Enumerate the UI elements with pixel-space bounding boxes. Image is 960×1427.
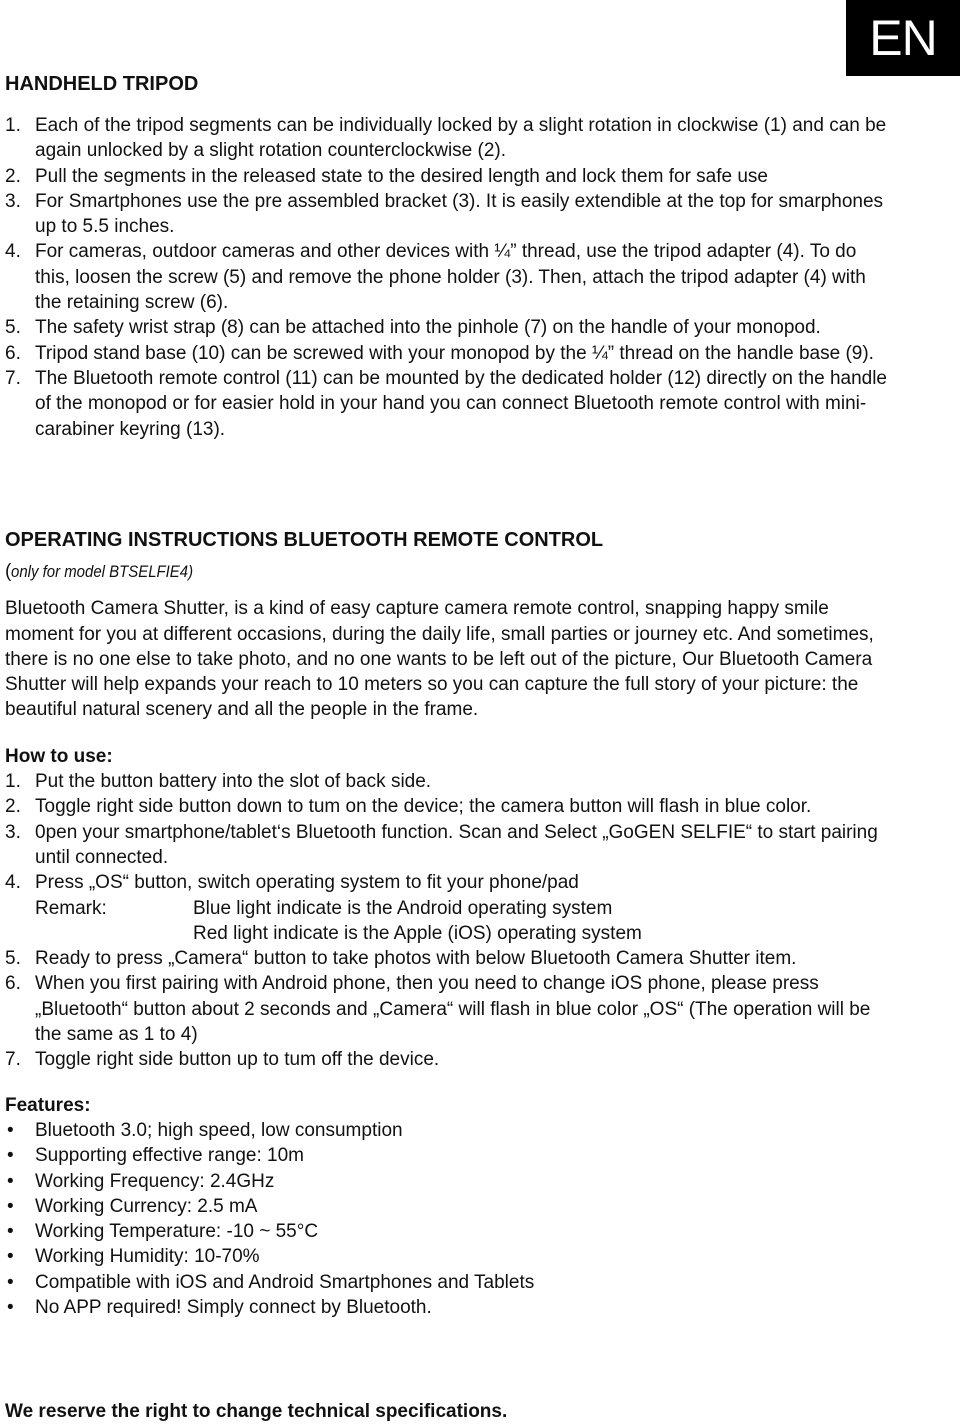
step-number: 3. xyxy=(5,190,21,212)
step-text: Toggle right side button down to tum on the device; the camera button will flash in blue color. xyxy=(35,796,812,818)
list-item xyxy=(5,794,890,819)
list-item xyxy=(5,164,890,189)
step-text: Toggle right side button up to tum off the device. xyxy=(35,1049,440,1071)
list-item xyxy=(5,870,890,946)
footer-note: We reserve the right to change technical specifications. xyxy=(5,1401,508,1422)
step-text: Tripod stand base (10) can be screwed with your monopod by the ¼” thread on the handle base (9). xyxy=(35,342,874,364)
feature-text: Bluetooth 3.0; high speed, low consumption xyxy=(35,1119,403,1141)
bullet-icon: • xyxy=(7,1297,14,1319)
remark-lines xyxy=(193,896,642,947)
step-text: The Bluetooth remote control (11) can be mounted by the dedicated holder (12) directly on the handle of the monopod or for easier hold in your hand you can connect Bluetooth remote control with mini-carabiner keyring (13). xyxy=(35,367,888,440)
list-item xyxy=(5,113,890,164)
list-item xyxy=(5,1270,890,1295)
step-number: 1. xyxy=(5,771,21,793)
list-item xyxy=(5,1219,890,1244)
step-number: 4. xyxy=(5,241,21,263)
step-number: 7. xyxy=(5,367,21,389)
list-item xyxy=(5,1295,890,1320)
model-note xyxy=(5,559,890,584)
list-item xyxy=(5,820,890,871)
step-text: 0pen your smartphone/tablet‘s Bluetooth function. Scan and Select „GoGEN SELFIE“ to start pairing until connected. xyxy=(35,821,878,868)
list-item xyxy=(5,315,890,340)
step-text: For Smartphones use the pre assembled bracket (3). It is easily extendible at the top for smarphones up to 5.5 inches. xyxy=(35,190,884,238)
list-item xyxy=(5,1244,890,1269)
list-item xyxy=(5,971,890,1047)
step-text: The safety wrist strap (8) can be attached into the pinhole (7) on the handle of your monopod. xyxy=(35,317,821,339)
step-number: 5. xyxy=(5,317,21,339)
bullet-icon: • xyxy=(7,1195,14,1217)
intro-paragraph: Bluetooth Camera Shutter, is a kind of easy capture camera remote control, snapping happy smile moment for you at different occasions, during the daily life, small parties or journey etc. And sometimes, there is no one else to take photo, and no one wants to be left out of the picture, Our Bluetooth Camera Shutter will help expands your reach to 10 meters so you can capture the full story of your picture: the beautiful natural scenery and all the people in the frame. xyxy=(5,598,874,721)
list-item xyxy=(5,946,890,971)
step-number: 4. xyxy=(5,872,21,894)
step-number: 2. xyxy=(5,165,21,187)
list-item xyxy=(5,769,890,794)
features-heading: Features: xyxy=(5,1094,91,1116)
list-item xyxy=(5,1169,890,1194)
remark-row xyxy=(35,896,890,947)
step-number: 2. xyxy=(5,796,21,818)
step-number: 6. xyxy=(5,342,21,364)
model-note-text: only for model BTSELFIE4) xyxy=(11,562,194,581)
tripod-section xyxy=(5,72,890,442)
step-number: 7. xyxy=(5,1049,21,1071)
step-text: Put the button battery into the slot of back side. xyxy=(35,771,432,793)
bullet-icon: • xyxy=(7,1271,14,1293)
remark-line-android: Blue light indicate is the Android operating system xyxy=(193,897,613,919)
bullet-icon: • xyxy=(7,1246,14,1268)
bullet-icon: • xyxy=(7,1119,14,1141)
language-badge: EN xyxy=(846,0,960,76)
feature-text: Working Humidity: 10-70% xyxy=(35,1246,260,1268)
step-text: Ready to press „Camera“ button to take photos with below Bluetooth Camera Shutter item. xyxy=(35,948,797,970)
step-text: Press „OS“ button, switch operating system to fit your phone/pad xyxy=(35,872,579,894)
step-text: For cameras, outdoor cameras and other devices with ¼” thread, use the tripod adapter (4). To do this, loosen the screw (5) and remove the phone holder (3). Then, attach the tripod adapter (4) with the retaining screw (6). xyxy=(35,241,866,314)
feature-text: Supporting effective range: 10m xyxy=(35,1145,304,1167)
model-note-paren: ( xyxy=(5,561,12,582)
feature-text: Compatible with iOS and Android Smartphones and Tablets xyxy=(35,1271,535,1293)
feature-text: Working Temperature: -10 ~ 55°C xyxy=(35,1221,319,1243)
tripod-steps xyxy=(5,113,890,442)
list-item xyxy=(5,1118,890,1143)
step-number: 6. xyxy=(5,973,21,995)
step-text: When you first pairing with Android phone, then you need to change iOS phone, please press „Bluetooth“ button about 2 seconds and „Camera“ will flash in blue color „OS“ (The operation will be the same as 1 to 4) xyxy=(35,973,871,1046)
bullet-icon: • xyxy=(7,1170,14,1192)
bullet-icon: • xyxy=(7,1145,14,1167)
remote-heading: OPERATING INSTRUCTIONS BLUETOOTH REMOTE CONTROL xyxy=(5,529,604,551)
list-item xyxy=(5,1194,890,1219)
feature-text: No APP required! Simply connect by Bluetooth. xyxy=(35,1297,432,1319)
how-to-use-heading: How to use: xyxy=(5,745,113,767)
feature-text: Working Currency: 2.5 mA xyxy=(35,1195,258,1217)
step-number: 5. xyxy=(5,948,21,970)
remark-label: Remark: xyxy=(35,897,107,919)
list-item xyxy=(5,189,890,240)
remote-section xyxy=(5,528,890,1320)
step-text: Each of the tripod segments can be individually locked by a slight rotation in clockwise (1) and can be again unlocked by a slight rotation counterclockwise (2). xyxy=(35,115,887,162)
step-number: 3. xyxy=(5,821,21,843)
how-to-use-steps xyxy=(5,769,890,1073)
tripod-heading: HANDHELD TRIPOD xyxy=(5,73,199,95)
feature-text: Working Frequency: 2.4GHz xyxy=(35,1170,275,1192)
bullet-icon: • xyxy=(7,1221,14,1243)
list-item xyxy=(5,341,890,366)
features-list xyxy=(5,1118,890,1320)
step-number: 1. xyxy=(5,115,21,136)
step-text: Pull the segments in the released state to the desired length and lock them for safe use xyxy=(35,165,768,187)
list-item xyxy=(5,366,890,442)
remark-line-ios: Red light indicate is the Apple (iOS) operating system xyxy=(193,922,642,944)
list-item xyxy=(5,239,890,315)
list-item xyxy=(5,1143,890,1168)
list-item xyxy=(5,1047,890,1072)
